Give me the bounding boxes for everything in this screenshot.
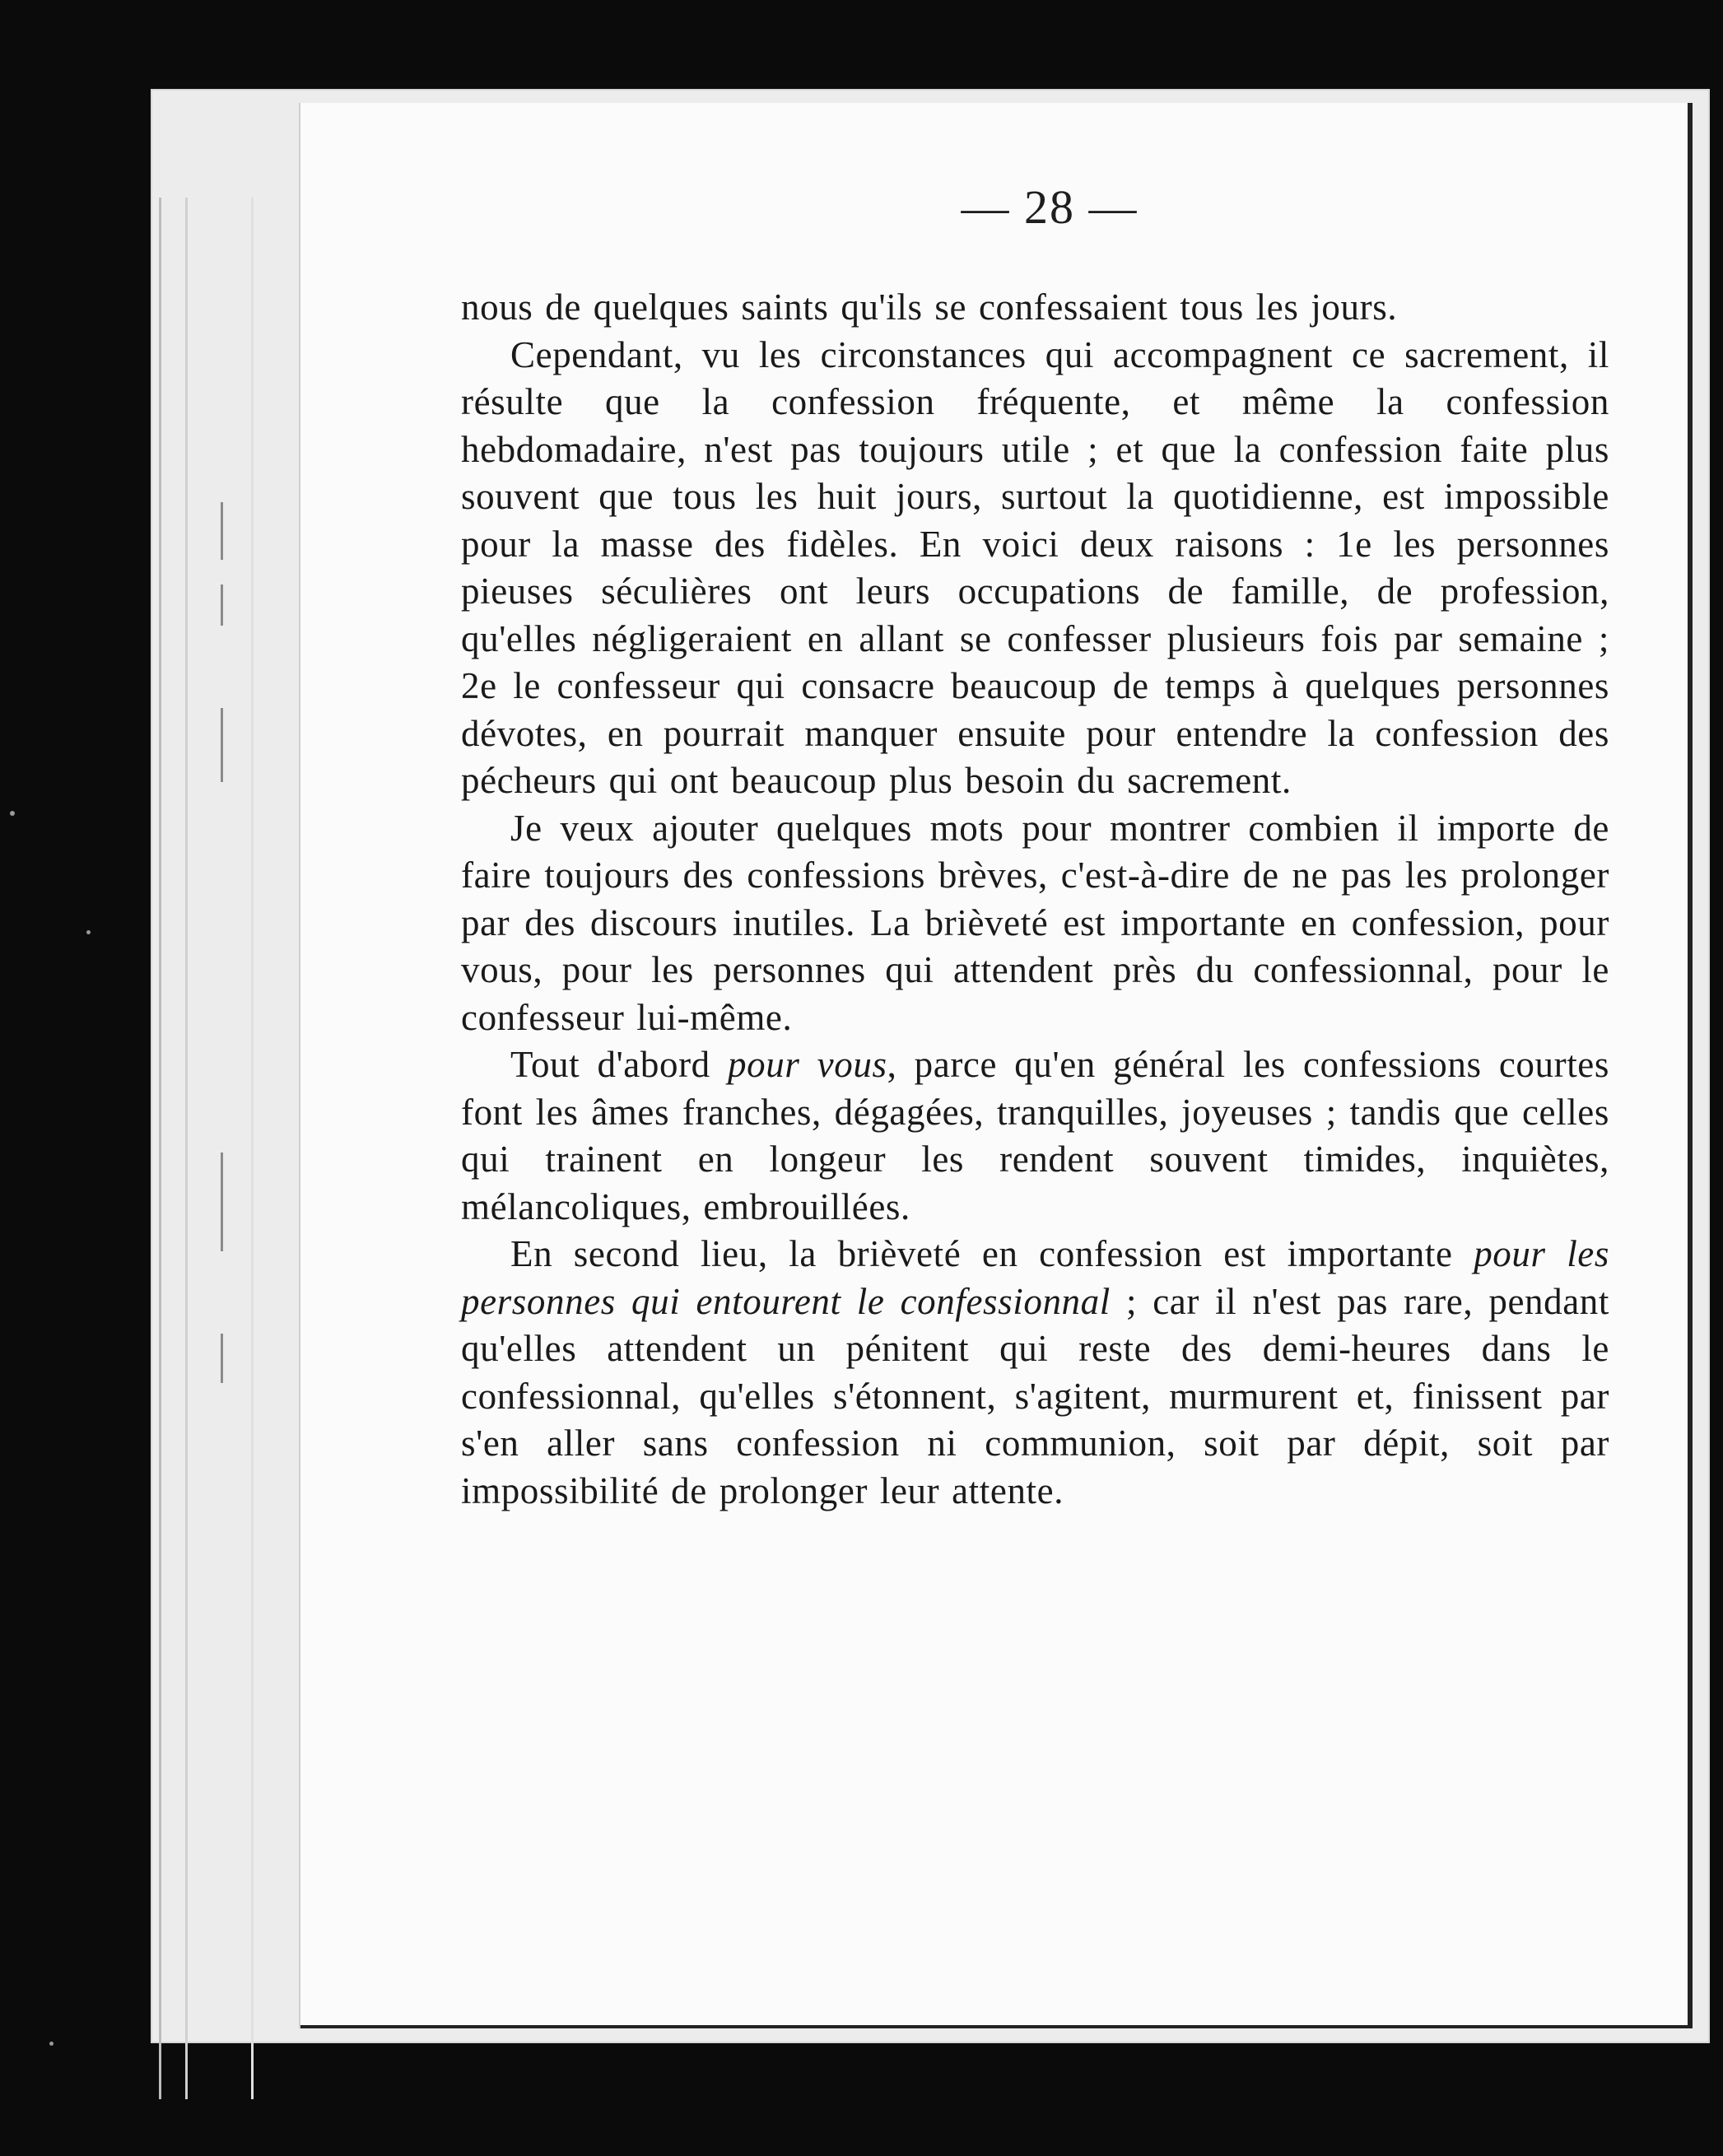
text-run: Cependant, vu les circonstances qui accompagnent ce sacrement, il résulte que la confession fréquente, et même la confession hebdomadaire, n'est pas toujours utile ; et que la confession faite plus souvent que tous les huit jours, surtout la quotidienne, est impossible pour la masse des fidèles. En voici deux raisons : 1e les personnes pieuses séculières ont leurs occupations de famille, de profession, qu'elles négligeraient en allant se confesser plusieurs fois par semaine ; 2e le confesseur qui consacre beaucoup de temps à quelques personnes dévotes, en pourrait manquer ensuite pour entendre la confession des pécheurs qui ont beaucoup plus besoin du sacrement. <box>461 333 1609 801</box>
italic-emphasis: pour vous <box>728 1044 887 1085</box>
paragraph <box>461 805 1609 1042</box>
text-run: ; car il n'est pas rare, pendant qu'elles attendent un pénitent qui reste des demi-heures dans le confessionnal, qu'elles s'étonnent, s'agitent, murmurent et, finissent par s'en aller sans confession ni communion, soit par dépit, soit par impossibilité de prolonger leur attente. <box>461 1280 1610 1511</box>
margin-mark <box>221 502 223 560</box>
text-run: , parce qu'en général les confessions courtes font les âmes franches, dégagées, tranquilles, joyeuses ; tandis que celles qui trainent en longeur les rendent souvent timides, inquiètes, mélancoliques, embrouillées. <box>461 1044 1609 1227</box>
paragraph <box>461 1041 1609 1231</box>
page-number: — 28 — <box>961 180 1139 234</box>
paragraph <box>461 332 1609 805</box>
text-run: En second lieu, la brièveté en confession est importante <box>510 1233 1474 1274</box>
text-run: Je veux ajouter quelques mots pour montrer combien il importe de faire toujours des confessions brèves, c'est-à-dire de ne pas les prolonger par des discours inutiles. La brièveté est importante en confession, pour vous, pour les personnes qui attendent près du confessionnal, pour le confesseur lui-même. <box>461 807 1609 1038</box>
italic-emphasis: pour les personnes qui entourent le confessionnal <box>461 1233 1609 1322</box>
scan-speck <box>86 930 91 934</box>
text-run: nous de quelques saints qu'ils se confessaient tous les jours. <box>461 286 1398 328</box>
margin-mark <box>221 1334 223 1383</box>
body-text <box>461 284 1609 1515</box>
page-edge-line <box>159 198 161 2099</box>
paragraph <box>461 284 1609 332</box>
page-edge-line <box>185 198 188 2099</box>
scan-speck <box>49 2042 54 2046</box>
margin-mark <box>221 708 223 782</box>
margin-mark <box>221 1153 223 1251</box>
margin-mark <box>221 584 223 626</box>
text-run: Tout d'abord <box>510 1044 729 1085</box>
page-edge-line <box>251 198 254 2099</box>
scan-speck <box>10 811 15 816</box>
paragraph <box>461 1231 1609 1515</box>
